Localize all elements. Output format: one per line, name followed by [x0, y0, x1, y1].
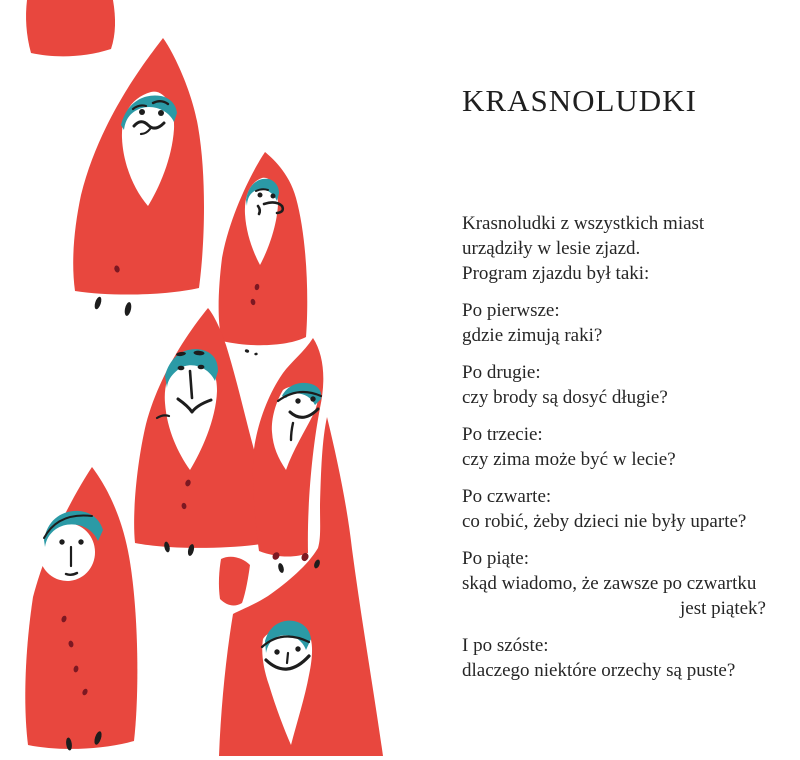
poem-stanza — [462, 422, 766, 472]
poem-stanza — [462, 211, 766, 286]
poem-line: urządziły w lesie zjazd. — [462, 238, 641, 259]
poem-line: Krasnoludki z wszystkich miast — [462, 213, 705, 234]
poem-stanza — [462, 360, 766, 410]
poem-stanza — [462, 484, 766, 534]
poem-line: Po pierwsze: — [462, 300, 560, 321]
poem-stanza — [462, 546, 766, 621]
poem-line: Po drugie: — [462, 362, 541, 383]
poem-line: czy brody są dosyć długie? — [462, 387, 668, 408]
poem-line: Po czwarte: — [462, 486, 552, 507]
gnome-upper-middle — [219, 152, 308, 345]
red-square — [26, 0, 115, 56]
poem — [462, 211, 766, 695]
poem-line: gdzie zimują raki? — [462, 325, 603, 346]
poem-stanza — [462, 298, 766, 348]
poem-line: dlaczego niektóre orzechy są puste? — [462, 660, 736, 681]
gnome-middle-right — [253, 338, 323, 574]
poem-line: I po szóste: — [462, 635, 549, 656]
poem-line: czy zima może być w lecie? — [462, 449, 676, 470]
poem-line: skąd wiadomo, że zawsze po czwartku — [462, 573, 757, 594]
poem-line: co robić, żeby dzieci nie były uparte? — [462, 511, 747, 532]
gnome-top-large — [73, 38, 204, 316]
gnome-bottom-left — [25, 467, 137, 751]
poem-line: jest piątek? — [680, 598, 766, 619]
poem-line: Po piąte: — [462, 548, 530, 569]
poem-line: Program zjazdu był taki: — [462, 263, 650, 284]
poem-stanza — [462, 633, 766, 683]
page-title: KRASNOLUDKI — [462, 83, 697, 118]
poem-line: Po trzecie: — [462, 424, 543, 445]
ink-specks — [244, 349, 258, 356]
